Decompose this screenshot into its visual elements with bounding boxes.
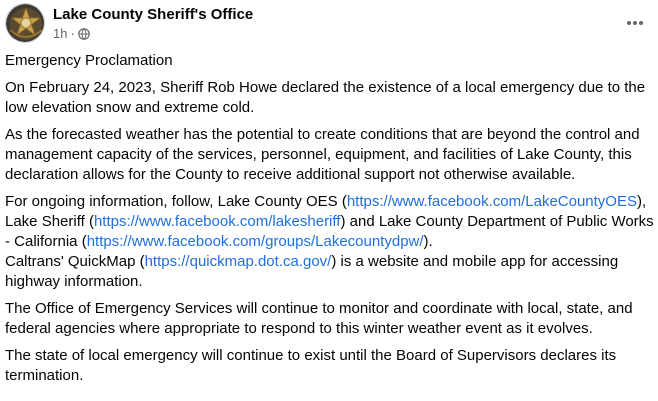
post-paragraph-support: As the forecasted weather has the potential to create conditions that are beyond the control and management capacity of the services, personnel, equipment, and facilities of Lake County, this declaration allows for the County to receive additional support not otherwise available. [5, 126, 640, 183]
ongoing-text-3: ) and Lake County Department of Public Works - California ( [5, 213, 654, 250]
more-options-button[interactable] [620, 8, 650, 36]
post-paragraph-ongoing-info [5, 192, 655, 292]
ongoing-text-6: ) is a website and mobile app for accessing highway information. [5, 253, 619, 290]
post-paragraph-declaration: On February 24, 2023, Sheriff Rob Howe declared the existence of a local emergency due to the low elevation snow and extreme cold. [5, 79, 646, 116]
ongoing-text-1: For ongoing information, follow, Lake County OES ( [5, 193, 347, 210]
post-paragraph-oes-monitoring: The Office of Emergency Services will continue to monitor and coordinate with local, state, and federal agencies where appropriate to respond to this winter weather event as it evolves. [5, 300, 633, 337]
post-header [0, 0, 658, 50]
link-lake-county-oes[interactable]: https://www.facebook.com/LakeCountyOES [346, 193, 637, 210]
post-body [5, 51, 655, 393]
sheriff-badge-logo [6, 4, 45, 43]
page-avatar[interactable] [5, 3, 45, 43]
more-horizontal-icon [626, 13, 644, 31]
ongoing-text-2: ), Lake Sheriff ( [5, 193, 647, 230]
link-lake-county-dpw[interactable]: https://www.facebook.com/groups/Lakecountydpw/ [86, 233, 424, 250]
meta-separator: · [70, 26, 75, 41]
link-caltrans-quickmap[interactable]: https://quickmap.dot.ca.gov/ [144, 253, 332, 270]
ongoing-text-5: Caltrans' QuickMap ( [5, 253, 145, 270]
post-heading: Emergency Proclamation [5, 52, 173, 69]
globe-icon[interactable] [78, 28, 90, 40]
post-meta [53, 26, 90, 42]
post-timestamp[interactable]: 1h [53, 26, 68, 41]
post-paragraph-termination: The state of local emergency will continue to exist until the Board of Supervisors declares its termination. [5, 347, 617, 384]
link-lake-sheriff[interactable]: https://www.facebook.com/lakesheriff [93, 213, 341, 230]
ongoing-text-4: ). [423, 233, 433, 250]
page-name[interactable]: Lake County Sheriff's Office [53, 6, 254, 23]
